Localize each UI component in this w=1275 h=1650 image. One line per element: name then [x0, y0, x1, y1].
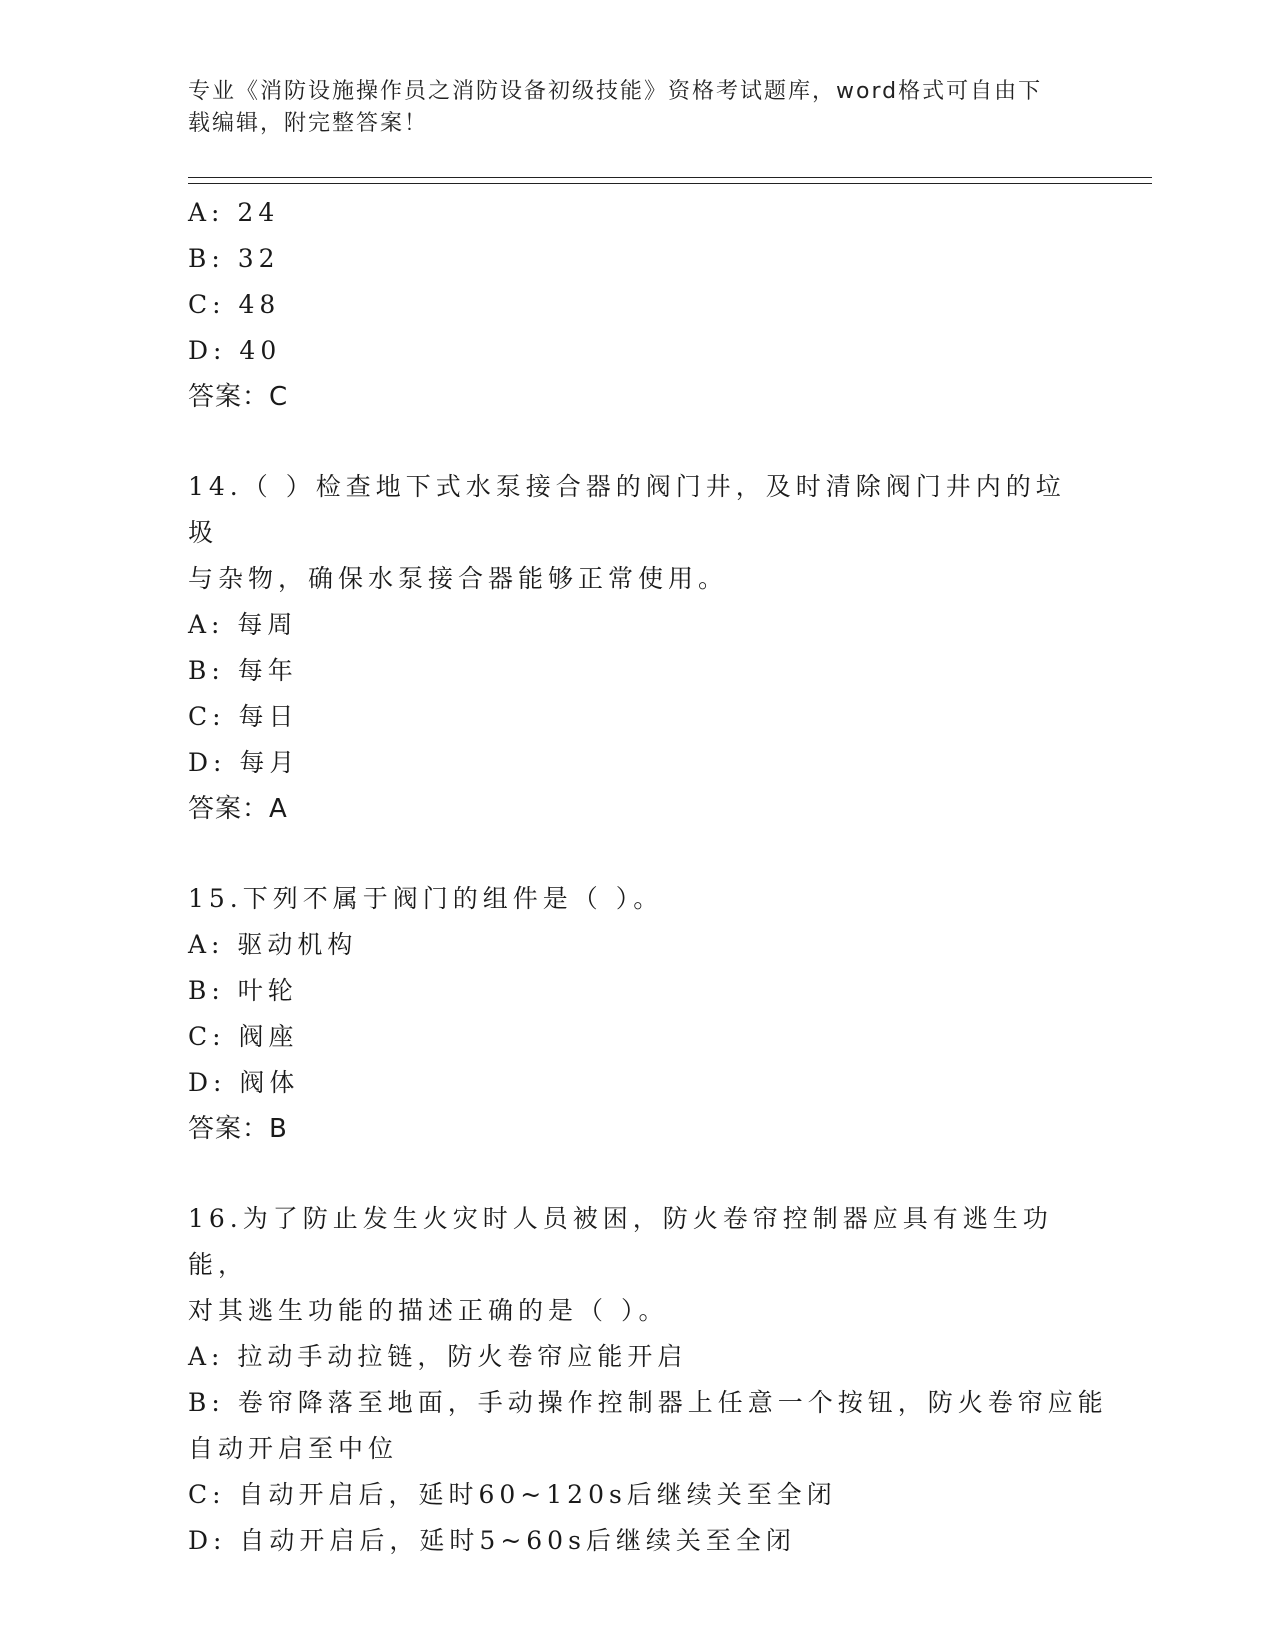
question-stem-line-2: 对其逃生功能的描述正确的是（ ）。	[188, 1296, 669, 1325]
option-d: D: 每月	[188, 748, 300, 777]
header-title-line-2: 载编辑，附完整答案！	[188, 111, 429, 136]
document-header	[188, 76, 1068, 140]
option-a: A: 拉动手动拉链，防火卷帘应能开启	[188, 1342, 688, 1371]
option-c: C: 48	[188, 290, 281, 319]
question-16	[188, 1196, 1108, 1564]
question-13-options	[188, 190, 1088, 420]
question-stem-line-1: 15.下列不属于阀门的组件是（ ）。	[188, 884, 664, 913]
answer-line: 答案：A	[188, 794, 288, 824]
question-stem-line-2: 与杂物，确保水泵接合器能够正常使用。	[188, 564, 729, 593]
option-b: B: 32	[188, 244, 280, 273]
option-b: B: 每年	[188, 656, 298, 685]
option-a: A: 每周	[188, 610, 298, 639]
option-d: D: 阀体	[188, 1068, 300, 1097]
option-d: D: 40	[188, 336, 282, 365]
question-15	[188, 876, 1088, 1152]
option-d: D: 自动开启后，延时5~60s后继续关至全闭	[188, 1526, 796, 1555]
option-b-continued: 自动开启至中位	[188, 1434, 399, 1463]
answer-line: 答案：B	[188, 1114, 288, 1144]
question-14	[188, 464, 1088, 832]
option-c: C: 每日	[188, 702, 299, 731]
header-title-line-1: 专业《消防设施操作员之消防设备初级技能》资格考试题库，word格式可自由下	[188, 79, 1043, 104]
question-stem-line-1: 14.（ ）检查地下式水泵接合器的阀门井，及时清除阀门井内的垃圾	[188, 472, 1066, 547]
answer-line: 答案：C	[188, 382, 289, 412]
question-content	[188, 190, 1108, 1564]
option-a: A: 24	[188, 198, 280, 227]
header-divider-bottom	[188, 183, 1152, 184]
option-b: B: 卷帘降落至地面，手动操作控制器上任意一个按钮，防火卷帘应能	[188, 1388, 1108, 1417]
question-stem-line-1: 16.为了防止发生火灾时人员被困，防火卷帘控制器应具有逃生功能，	[188, 1204, 1053, 1279]
option-c: C: 阀座	[188, 1022, 299, 1051]
header-divider-top	[188, 177, 1152, 178]
option-a: A: 驱动机构	[188, 930, 358, 959]
option-b: B: 叶轮	[188, 976, 298, 1005]
option-c: C: 自动开启后，延时60~120s后继续关至全闭	[188, 1480, 837, 1509]
